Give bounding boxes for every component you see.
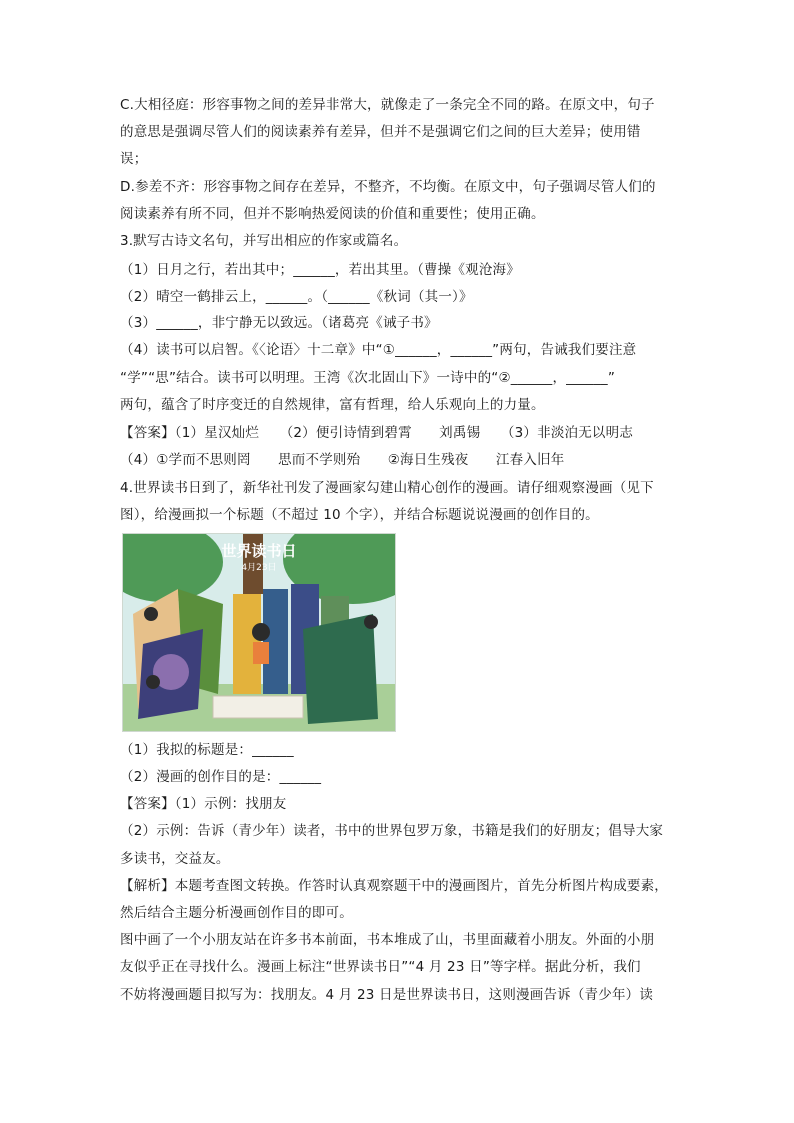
q4-answer-line-2: （2）示例：告诉（青少年）读者，书中的世界包罗万象，书籍是我们的好朋友；倡导大家 xyxy=(120,823,664,839)
q3-item-3: （3）______，非宁静无以致远。（诸葛亮《诫子书》 xyxy=(120,315,438,331)
question-4-stem-line-2: 图），给漫画拟一个标题（不超过 10 个字），并结合标题说说漫画的创作目的。 xyxy=(120,507,599,523)
comic-title: 世界读书日 xyxy=(221,542,297,560)
comic-date: 4月23日 xyxy=(241,563,277,573)
q4-answer-line-3: 多读书，交益友。 xyxy=(120,851,230,867)
q4-analysis-line-2: 然后结合主题分析漫画创作目的即可。 xyxy=(120,905,353,921)
question-4-stem-line-1: 4.世界读书日到了，新华社刊发了漫画家勾建山精心创作的漫画。请仔细观察漫画（见下 xyxy=(120,480,654,496)
q4-answer-line-1: 【答案】（1）示例：找朋友 xyxy=(120,796,287,812)
option-c-line-1: C.大相径庭：形容事物之间的差异非常大，就像走了一条完全不同的路。在原文中，句子 xyxy=(120,97,655,113)
q3-item-4-line-2: “学”“思”结合。读书可以明理。王湾《次北固山下》一诗中的“②______，______” xyxy=(120,370,616,386)
option-c-line-2: 的意思是强调尽管人们的阅读素养有差异，但并不是强调它们之间的巨大差异；使用错 xyxy=(120,124,641,140)
q3-answer-line-2: （4）①学而不思则罔 思而不学则殆 ②海日生残夜 江春入旧年 xyxy=(120,452,565,468)
option-d-line-1: D.参差不齐：形容事物之间存在差异，不整齐，不均衡。在原文中，句子强调尽管人们的 xyxy=(120,179,656,195)
q4-analysis-line-3: 图中画了一个小朋友站在许多书本前面，书本堆成了山，书里面藏着小朋友。外面的小朋 xyxy=(120,932,655,948)
q3-item-2: （2）晴空一鹤排云上，______。（______《秋词（其一）》 xyxy=(120,289,473,305)
q4-item-1: （1）我拟的标题是：______ xyxy=(120,742,294,758)
q4-analysis-line-5: 不妨将漫画题目拟写为：找朋友。4 月 23 日是世界读书日，这则漫画告诉（青少年）读 xyxy=(120,987,654,1003)
option-c-line-3: 误； xyxy=(120,151,148,167)
q3-answer-line-1: 【答案】（1）星汉灿烂 （2）便引诗情到碧霄 刘禹锡 （3）非淡泊无以明志 xyxy=(120,425,634,441)
q3-item-4-line-1: （4）读书可以启智。《〈论语〉十二章》中“①______，______”两句，告诫我们要注意 xyxy=(120,342,637,358)
q4-analysis-line-4: 友似乎正在寻找什么。漫画上标注“世界读书日”“4 月 23 日”等字样。据此分析，我们 xyxy=(120,959,641,975)
q4-analysis-line-1: 【解析】本题考查图文转换。作答时认真观察题干中的漫画图片，首先分析图片构成要素， xyxy=(120,878,668,894)
q3-item-1: （1）日月之行，若出其中；______，若出其里。（曹操《观沧海》 xyxy=(120,262,520,278)
world-book-day-comic xyxy=(122,533,396,732)
option-d-line-2: 阅读素养有所不同，但并不影响热爱阅读的价值和重要性；使用正确。 xyxy=(120,206,545,222)
q4-item-2: （2）漫画的创作目的是：______ xyxy=(120,769,322,785)
question-3-stem: 3.默写古诗文名句，并写出相应的作家或篇名。 xyxy=(120,233,408,249)
q3-item-4-line-3: 两句，蕴含了时序变迁的自然规律，富有哲理，给人乐观向上的力量。 xyxy=(120,397,545,413)
